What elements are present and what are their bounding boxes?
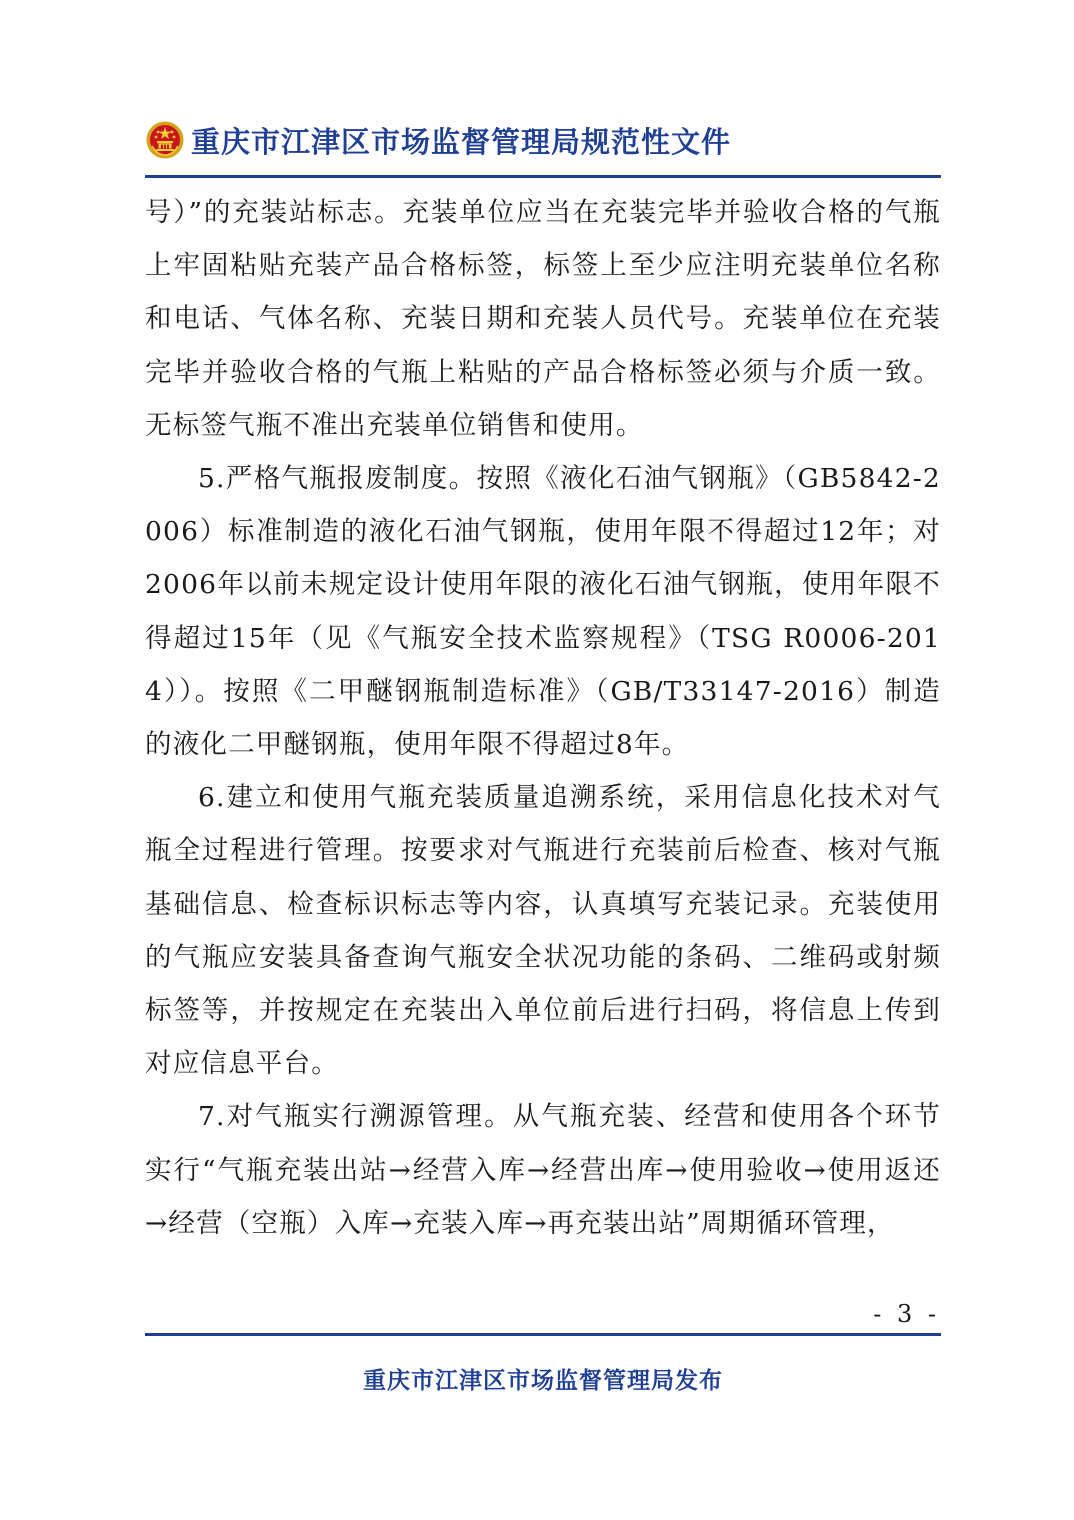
footer-divider (145, 1333, 941, 1336)
footer-publisher: 重庆市江津区市场监督管理局发布 (363, 1368, 723, 1394)
paragraph-item-7: 7.对气瓶实行溯源管理。从气瓶充装、经营和使用各个环节实行“气瓶充装出站→经营入库→经营出库→使用验收→使用返还→经营（空瓶）入库→充装入库→再充装出站”周期循环管理， (145, 1101, 941, 1239)
header-divider (145, 175, 941, 178)
document-body (145, 186, 941, 1250)
paragraph-continued: 号）”的充装站标志。充装单位应当在充装完毕并验收合格的气瓶上牢固粘贴充装产品合格标签，标签上至少应注明充装单位名称和电话、气体名称、充装日期和充装人员代号。充装单位在充装完毕并验收合格的气瓶上粘贴的产品合格标签必须与介质一致。无标签气瓶不准出充装单位销售和使用。 (145, 197, 941, 441)
page-number: - 3 - (873, 1300, 940, 1328)
national-emblem-icon (145, 120, 185, 160)
document-header (145, 112, 941, 168)
paragraph-item-6: 6.建立和使用气瓶充装质量追溯系统，采用信息化技术对气瓶全过程进行管理。按要求对气瓶进行充装前后检查、核对气瓶基础信息、检查标识标志等内容，认真填写充装记录。充装使用的气瓶应安装具备查询气瓶安全状况功能的条码、二维码或射频标签等，并按规定在充装出入单位前后进行扫码，将信息上传到对应信息平台。 (145, 782, 941, 1080)
header-title: 重庆市江津区市场监督管理局规范性文件 (191, 124, 732, 159)
paragraph-item-5: 5.严格气瓶报废制度。按照《液化石油气钢瓶》（GB5842-2006）标准制造的液化石油气钢瓶，使用年限不得超过12年；对2006年以前未规定设计使用年限的液化石油气钢瓶，使用年限不得超过15年（见《气瓶安全技术监察规程》（TSG R0006-2014））。按照《二甲醚钢瓶制造标准》（GB/T33147-2016）制造的液化二甲醚钢瓶，使用年限不得超过8年。 (145, 463, 941, 761)
